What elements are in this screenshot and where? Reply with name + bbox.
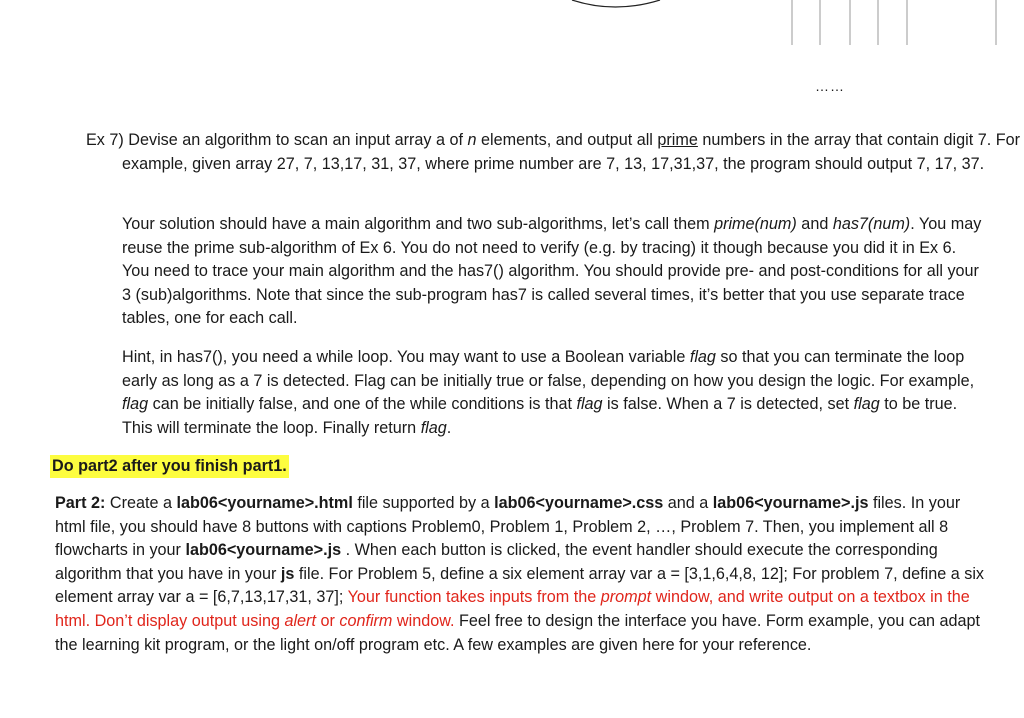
hint-t5: to be true. This will terminate the loop. Finally return [122, 395, 958, 437]
solution-t1: Your solution should have a main algorithm and two sub-algorithms, let’s call them [122, 215, 715, 233]
red-instruction-2: window, and write output on a textbox in the html. Don’t display output using [55, 588, 970, 630]
part2-t1: Create a [105, 494, 177, 512]
part2-label: Part 2: [55, 494, 106, 512]
ex7-paragraph [86, 129, 1022, 176]
has7-fn: has7(num) [832, 215, 911, 233]
css-file-name: lab06<yourname>.css [494, 494, 664, 512]
top-decoration [0, 0, 1024, 60]
ellipsis-text: …… [815, 78, 845, 94]
red-instruction-4: window. [392, 611, 455, 630]
hint-flag-5: flag [420, 418, 447, 437]
hint-flag-1: flag [689, 348, 716, 366]
hint-flag-4: flag [853, 395, 880, 414]
ex7-n: n [467, 131, 477, 149]
part2-paragraph [55, 492, 995, 657]
ex7-prime: prime [657, 131, 698, 149]
part2-t2: file supported by a [352, 494, 495, 512]
red-confirm: confirm [339, 611, 393, 630]
hint-flag-3: flag [576, 395, 603, 414]
part2-t5: . When each button is clicked, the event handler should execute the corresponding algorithm that you have in your [55, 541, 938, 583]
red-alert: alert [284, 611, 316, 630]
ex7-mid: elements, and output all [476, 131, 658, 149]
hint-t2: so that you can terminate the loop early as long as a 7 is detected. Flag can be initially true or false, depending on how you design the logic. For example, [122, 348, 975, 390]
hint-t4: is false. When a 7 is detected, set [602, 395, 854, 414]
red-instruction-3: or [315, 611, 340, 630]
part2-t4: files. In your html file, you should have 8 buttons with captions Problem0, Problem 1, Problem 2, …, Problem 7. Then, you implement all 8 flowcharts in your [55, 494, 961, 560]
hint-flag-2: flag [122, 395, 149, 414]
js-file-name: lab06<yourname>.js [712, 494, 869, 512]
js-file-name-2: lab06<yourname>.js [185, 541, 342, 560]
part2-t3: and a [663, 494, 713, 512]
hint-t6: . [446, 418, 452, 437]
ellipse-shape-bottom [572, 0, 660, 7]
red-prompt: prompt [600, 588, 652, 607]
solution-t3: . You may reuse the prime sub-algorithm of Ex 6. You do not need to verify (e.g. by tracing) it though because you did it in Ex 6. You need to trace your main algorithm and the has7() algorithm. You should provide pre- and post-conditions for all your 3 (sub)algorithms. Note that since the sub-program has7 is called several times, it’s better that you use separate trace tables, one for each call. [122, 215, 982, 328]
part2-t6: file. For Problem 5, define a six element array var a = [3,1,6,4,8, 12]; For problem 7, define a six element array var a = [6,7,13,17,31, 37]; [55, 564, 985, 607]
hint-t3: can be initially false, and one of the while conditions is that [148, 395, 577, 414]
prime-fn: prime(num) [714, 215, 797, 233]
html-file-name: lab06<yourname>.html [176, 494, 353, 512]
part2-t7: Feel free to design the interface you have. Form example, you can adapt the learning kit program, or the light on/off program etc. A few examples are given here for your reference. [55, 611, 981, 654]
solution-paragraph [122, 213, 982, 331]
ex7-lead: Ex 7) Devise an algorithm to scan an input array a of [86, 131, 468, 149]
js-word: js [280, 564, 295, 583]
hint-paragraph [122, 346, 982, 440]
part2-highlight: Do part2 after you finish part1. [50, 455, 289, 478]
red-instruction-1: Your function takes inputs from the [347, 588, 601, 607]
solution-t2: and [796, 215, 833, 233]
ex7-rest: numbers in the array that contain digit 7. For example, given array 27, 7, 13,17, 31, 37, where prime number are 7, 13, 17,31,37, the program should output 7, 17, 37. [122, 131, 1021, 173]
hint-t1: Hint, in has7(), you need a while loop. You may want to use a Boolean variable [122, 348, 690, 366]
